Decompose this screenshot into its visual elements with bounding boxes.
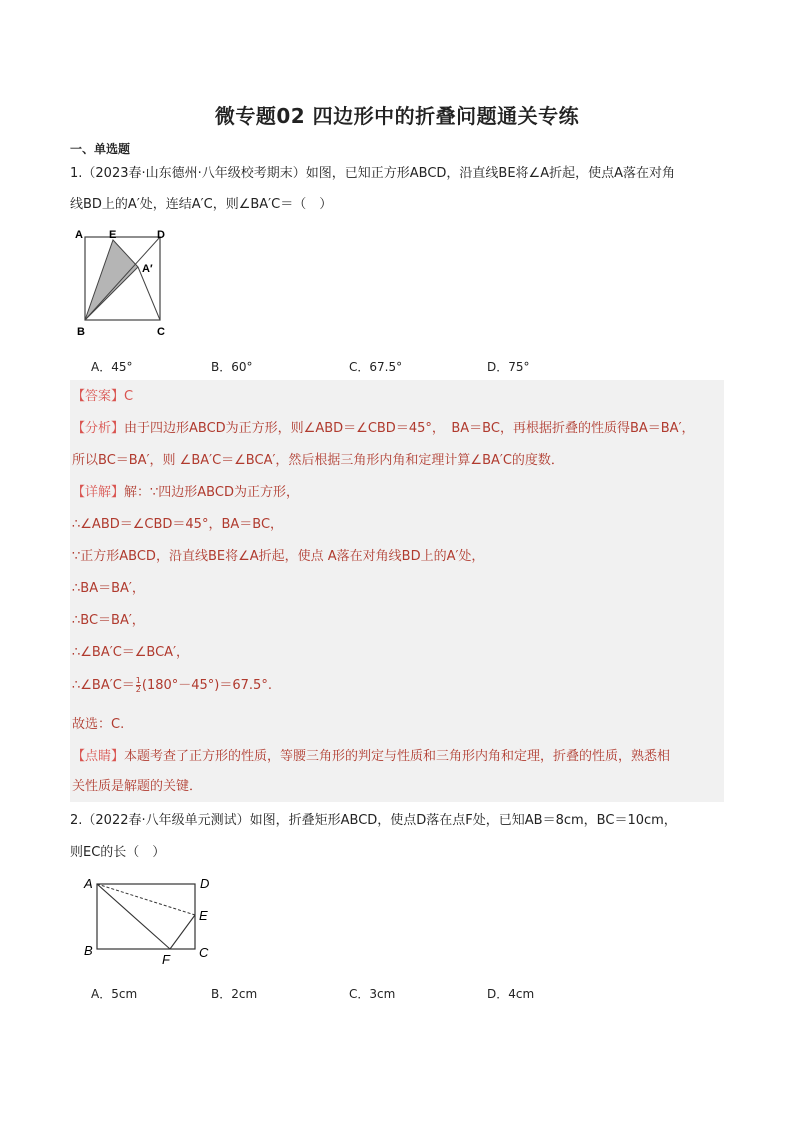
segment-fe (170, 915, 195, 949)
q2-figure (80, 872, 220, 967)
analysis-line1 (72, 420, 722, 438)
rectangle-abcd (97, 884, 195, 949)
label-a: A (75, 229, 83, 241)
detail-tag: 【详解】 (72, 485, 125, 500)
comment-tag: 【点睛】 (72, 749, 125, 764)
answer-panel (70, 380, 724, 802)
label-e: E (199, 908, 208, 923)
q1-stem-line1: 1.（2023春·山东德州·八年级校考期末）如图，已知正方形ABCD，沿直线BE将∠A折起，使点A落在对角 (70, 166, 675, 181)
q1-choice-c[interactable]: C．67.5° (349, 360, 403, 374)
step6-prefix: ∴∠BA′C＝ (72, 678, 135, 693)
label-f: F (162, 952, 170, 967)
answer-value: C (124, 389, 134, 404)
detail-step6 (72, 677, 722, 695)
analysis-text-1: 由于四边形ABCD为正方形，则∠ABD＝∠CBD＝45°， BA＝BC，再根据折叠的性质得BA＝BA′， (124, 421, 695, 436)
detail-line (72, 484, 722, 502)
comment-text-1: 本题考查了正方形的性质，等腰三角形的判定与性质和三角形内角和定理，折叠的性质，熟悉相 (124, 749, 671, 764)
analysis-line2: 所以BC＝BA′，则 ∠BA′C＝∠BCA′，然后根据三角形内角和定理计算∠BA′C的度数． (72, 453, 564, 468)
q2-choice-c[interactable]: C．3cm (349, 987, 396, 1001)
analysis-tag: 【分析】 (72, 421, 125, 436)
label-c: C (199, 945, 209, 960)
q2-stem-line2: 则EC的长（ ） (70, 845, 166, 860)
comment-line1 (72, 748, 722, 766)
section-heading: 一、单选题 (70, 142, 131, 156)
label-e: E (109, 229, 117, 241)
q2-stem-line1: 2.（2022春·八年级单元测试）如图，折叠矩形ABCD，使点D落在点F处，已知AB＝8cm，BC＝10cm， (70, 813, 677, 828)
fraction-denominator: 2 (135, 685, 141, 694)
answer-tag: 【答案】 (72, 389, 125, 404)
label-b: B (77, 326, 85, 338)
diagonal-bd (85, 237, 160, 320)
label-c: C (157, 326, 165, 338)
q1-choice-a[interactable]: A．45° (91, 360, 133, 374)
fold-line-ae (97, 884, 195, 915)
step6-suffix: (180°－45°)＝67.5°. (141, 678, 272, 693)
detail-step2: ∵正方形ABCD，沿直线BE将∠A折起，使点 A落在对角线BD上的A′处， (72, 549, 485, 564)
fraction-one-half (136, 677, 141, 694)
q2-choice-d[interactable]: D．4cm (487, 987, 535, 1001)
answer-line (72, 388, 722, 406)
comment-line2: 关性质是解题的关键． (72, 779, 203, 794)
detail-step1: ∴∠ABD＝∠CBD＝45°，BA＝BC， (72, 517, 284, 532)
fraction-numerator: 1 (135, 676, 141, 685)
q1-choice-d[interactable]: D．75° (487, 360, 530, 374)
q2-choice-b[interactable]: B．2cm (211, 987, 258, 1001)
q1-figure (72, 225, 172, 340)
q1-choice-b[interactable]: B．60° (211, 360, 253, 374)
label-a-prime: A′ (142, 263, 153, 275)
label-b: B (84, 943, 93, 958)
q1-stem-line2: 线BD上的A′处，连结A′C，则∠BA′C＝（ ） (70, 197, 333, 212)
choose-line: 故选：C. (72, 717, 125, 732)
detail-text: 解：∵四边形ABCD为正方形， (124, 485, 299, 500)
label-d: D (157, 229, 165, 241)
detail-step5: ∴∠BA′C＝∠BCA′， (72, 645, 190, 660)
folded-triangle (85, 240, 138, 320)
segment-af (97, 884, 170, 949)
page-title: 微专题02 四边形中的折叠问题通关专练 (214, 104, 580, 128)
detail-step4: ∴BC＝BA′， (72, 613, 145, 628)
label-d: D (200, 876, 210, 891)
q2-choice-a[interactable]: A．5cm (91, 987, 138, 1001)
detail-step3: ∴BA＝BA′， (72, 581, 145, 596)
label-a: A (84, 876, 93, 891)
